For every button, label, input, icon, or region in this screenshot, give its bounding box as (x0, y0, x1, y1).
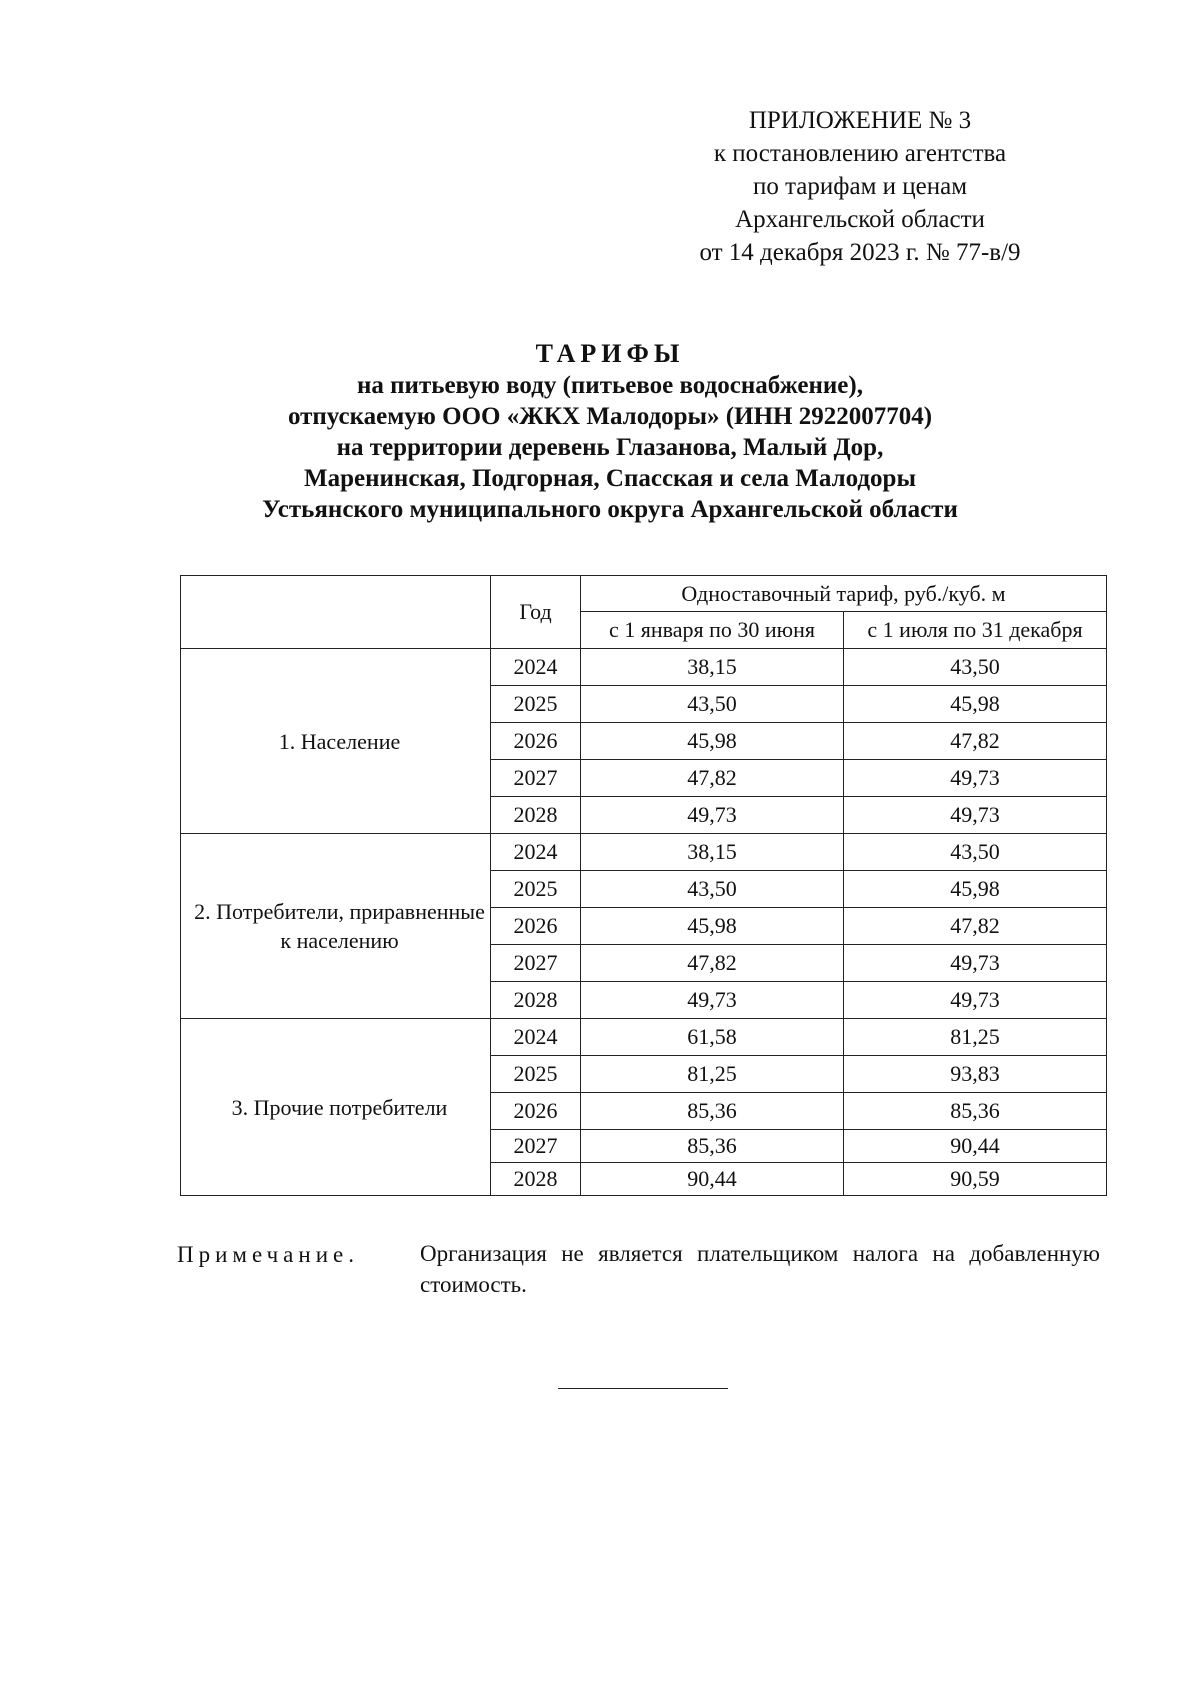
year-cell: 2027 (491, 1130, 581, 1163)
year-cell: 2028 (491, 1163, 581, 1196)
year-cell: 2026 (491, 1093, 581, 1130)
tariff-h1-cell: 45,98 (581, 723, 844, 760)
tariff-h1-cell: 47,82 (581, 760, 844, 797)
tariff-h1-cell: 38,15 (581, 649, 844, 686)
tariff-h1-cell: 49,73 (581, 797, 844, 834)
header-tariff: Одноставочный тариф, руб./куб. м (581, 576, 1107, 612)
year-cell: 2027 (491, 760, 581, 797)
tariff-h2-cell: 49,73 (844, 760, 1107, 797)
tariff-h2-cell: 45,98 (844, 686, 1107, 723)
tariff-h2-cell: 49,73 (844, 797, 1107, 834)
tariff-h1-cell: 61,58 (581, 1019, 844, 1056)
title-line: на территории деревень Глазанова, Малый Дор, (336, 434, 884, 461)
tariff-table (180, 575, 1107, 1196)
year-cell: 2028 (491, 982, 581, 1019)
year-cell: 2024 (491, 649, 581, 686)
year-cell: 2025 (491, 686, 581, 723)
tariff-h1-cell: 90,44 (581, 1163, 844, 1196)
tariff-h1-cell: 85,36 (581, 1130, 844, 1163)
tariff-h2-cell: 90,59 (844, 1163, 1107, 1196)
tariff-h2-cell: 49,73 (844, 982, 1107, 1019)
tariff-h2-cell: 47,82 (844, 908, 1107, 945)
tariff-h2-cell: 49,73 (844, 945, 1107, 982)
year-cell: 2025 (491, 1056, 581, 1093)
tariff-h1-cell: 43,50 (581, 686, 844, 723)
closing-divider (558, 1388, 728, 1389)
note-label: Примечание. (177, 1242, 359, 1267)
header-category-cell (181, 576, 491, 649)
tariff-h1-cell: 47,82 (581, 945, 844, 982)
appendix-line: к постановлению агентства (713, 140, 1007, 167)
table-row (181, 1019, 1107, 1056)
tariff-h2-cell: 81,25 (844, 1019, 1107, 1056)
title-main: ТАРИФЫ (535, 339, 685, 368)
tariff-h2-cell: 43,50 (844, 834, 1107, 871)
tariff-h1-cell: 45,98 (581, 908, 844, 945)
header-year: Год (491, 576, 581, 649)
tariff-h1-cell: 81,25 (581, 1056, 844, 1093)
tariff-h1-cell: 38,15 (581, 834, 844, 871)
note-text: Организация не является плательщиком налога на добавленную стоимость. (420, 1241, 1100, 1297)
tariff-h2-cell: 45,98 (844, 871, 1107, 908)
title-line: Маренинская, Подгорная, Спасская и села Малодоры (304, 465, 916, 492)
tariff-h2-cell: 47,82 (844, 723, 1107, 760)
tariff-h2-cell: 90,44 (844, 1130, 1107, 1163)
tariff-h2-cell: 93,83 (844, 1056, 1107, 1093)
table-row (181, 834, 1107, 871)
year-cell: 2024 (491, 1019, 581, 1056)
appendix-line: по тарифам и ценам (752, 173, 968, 200)
table-header-row (181, 576, 1107, 612)
header-period-1: с 1 января по 30 июня (581, 612, 844, 649)
tariff-h1-cell: 43,50 (581, 871, 844, 908)
appendix-line: Архангельской области (735, 206, 985, 233)
appendix-header (640, 104, 1080, 269)
group-label-equivalent: 2. Потребители, приравненные к населению (181, 834, 491, 1019)
document-title (160, 338, 1060, 525)
year-cell: 2026 (491, 908, 581, 945)
table-row (181, 649, 1107, 686)
year-cell: 2028 (491, 797, 581, 834)
tariff-h1-cell: 85,36 (581, 1093, 844, 1130)
header-period-2: с 1 июля по 31 декабря (844, 612, 1107, 649)
tariff-h2-cell: 43,50 (844, 649, 1107, 686)
group-label-population: 1. Население (181, 649, 491, 834)
tariff-h1-cell: 49,73 (581, 982, 844, 1019)
year-cell: 2025 (491, 871, 581, 908)
title-line: отпускаемую ООО «ЖКХ Малодоры» (ИНН 2922007704) (287, 403, 933, 430)
title-line: Устьянского муниципального округа Архангельской области (262, 496, 958, 523)
year-cell: 2024 (491, 834, 581, 871)
title-line: на питьевую воду (питьевое водоснабжение), (357, 372, 863, 399)
appendix-date: от 14 декабря 2023 г. № 77-в/9 (699, 239, 1021, 266)
year-cell: 2026 (491, 723, 581, 760)
year-cell: 2027 (491, 945, 581, 982)
group-label-other: 3. Прочие потребители (181, 1019, 491, 1196)
tariff-h2-cell: 85,36 (844, 1093, 1107, 1130)
appendix-number: ПРИЛОЖЕНИЕ № 3 (748, 107, 972, 134)
